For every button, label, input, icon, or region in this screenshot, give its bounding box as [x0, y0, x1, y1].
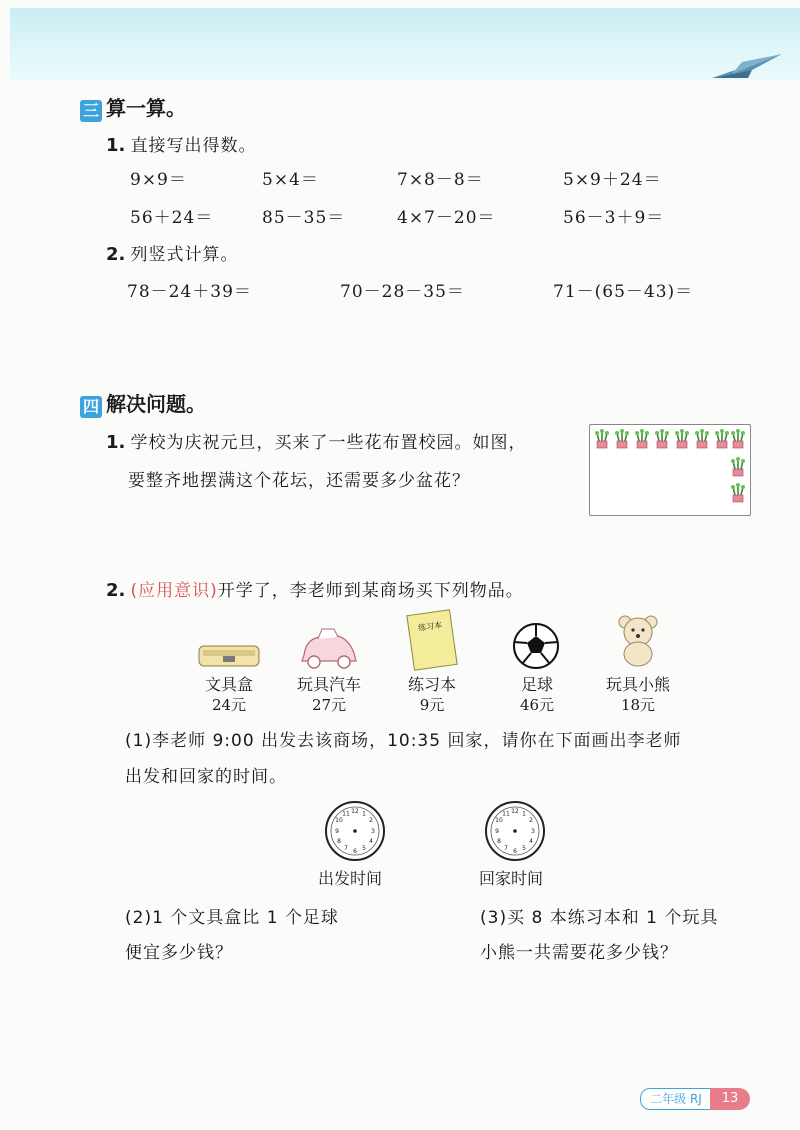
toy-car-icon	[298, 625, 360, 671]
question-text: 学校为庆祝元旦，买来了一些花布置校园。如图，	[130, 433, 527, 453]
section-4-heading	[80, 388, 206, 418]
departure-clock-face[interactable]	[324, 800, 386, 862]
pencil-case-icon	[197, 640, 261, 670]
paper-plane-icon	[712, 48, 782, 80]
expr-r1-c2: 5×4＝	[262, 170, 319, 190]
section-3-heading	[80, 92, 186, 122]
section-4-badge: 四	[80, 396, 102, 418]
item-name-soccer-ball: 足球	[520, 675, 553, 694]
potted-flowers-icon	[590, 425, 750, 515]
item-name-toy-car: 玩具汽车	[296, 675, 361, 694]
svg-text:6: 6	[513, 848, 517, 855]
flower-bed-figure	[589, 424, 751, 516]
question-3-2	[106, 240, 238, 265]
grade-label: 二年级 RJ	[640, 1088, 712, 1110]
vertical-calc-1: 78－24＋39＝	[127, 282, 252, 302]
svg-text:4: 4	[529, 838, 533, 845]
question-4-2	[106, 576, 524, 601]
section-4-title: 解决问题。	[106, 392, 206, 416]
soccer-ball-icon	[512, 622, 560, 670]
question-3-1	[106, 131, 256, 156]
question-text: 直接写出得数。	[130, 136, 257, 156]
expr-r2-c2: 85－35＝	[262, 208, 346, 228]
skill-tag: (应用意识)	[130, 581, 218, 601]
departure-time-label: 出发时间	[318, 869, 383, 888]
sub-question-3-line2: 小熊一共需要花多少钱？	[480, 943, 678, 963]
section-3-badge: 三	[80, 100, 102, 122]
svg-text:7: 7	[344, 845, 348, 852]
expr-r2-c4: 56－3＋9＝	[563, 208, 665, 228]
page-number: 13	[710, 1088, 750, 1110]
sub-question-3-line1: (3)买 8 本练习本和 1 个玩具	[480, 908, 719, 928]
toy-bear-icon	[615, 614, 661, 668]
item-price-toy-car: 27元	[311, 696, 347, 714]
svg-text:4: 4	[369, 838, 373, 845]
question-number: 1.	[106, 432, 126, 453]
sub-question-1-line1: (1)李老师 9:00 出发去该商场，10:35 回家，请你在下面画出李老师	[125, 731, 682, 751]
svg-text:9: 9	[335, 828, 339, 835]
question-4-1-line1	[106, 428, 526, 453]
expr-r1-c4: 5×9＋24＝	[563, 170, 662, 190]
svg-text:3: 3	[531, 828, 535, 835]
question-4-1-line2: 要整齐地摆满这个花坛，还需要多少盆花？	[128, 471, 470, 491]
item-price-notebook: 9元	[419, 696, 445, 714]
return-time-label: 回家时间	[479, 869, 544, 888]
svg-text:9: 9	[495, 828, 499, 835]
item-price-pencil-case: 24元	[211, 696, 247, 714]
svg-text:7: 7	[504, 845, 508, 852]
svg-text:11: 11	[342, 810, 350, 818]
section-3-title: 算一算。	[106, 96, 186, 120]
item-name-toy-bear: 玩具小熊	[605, 675, 670, 694]
svg-text:5: 5	[522, 845, 526, 852]
vertical-calc-3: 71－(65－43)＝	[553, 282, 694, 302]
sub-question-1-line2: 出发和回家的时间。	[125, 767, 287, 787]
question-text: 列竖式计算。	[130, 245, 239, 265]
item-name-pencil-case: 文具盒	[204, 675, 253, 694]
notebook-icon	[406, 609, 457, 671]
svg-text:12: 12	[511, 808, 519, 815]
question-number: 2.	[106, 244, 126, 265]
vertical-calc-2: 70－28－35＝	[340, 282, 465, 302]
svg-text:12: 12	[351, 808, 359, 815]
sub-question-2-line2: 便宜多少钱？	[125, 943, 233, 963]
svg-text:1: 1	[362, 810, 366, 818]
expr-r2-c3: 4×7－20＝	[397, 208, 496, 228]
question-text: 开学了，李老师到某商场买下列物品。	[217, 581, 524, 601]
svg-text:8: 8	[497, 838, 501, 845]
svg-text:10: 10	[335, 817, 343, 824]
svg-text:2: 2	[529, 817, 533, 824]
svg-text:11: 11	[502, 810, 510, 818]
notebook-cover-text: 练习本	[417, 620, 443, 633]
item-price-toy-bear: 18元	[620, 696, 656, 714]
question-number: 1.	[106, 135, 126, 156]
header-banner	[10, 8, 800, 80]
svg-text:2: 2	[369, 817, 373, 824]
svg-text:1: 1	[522, 810, 526, 818]
svg-text:8: 8	[337, 838, 341, 845]
svg-text:5: 5	[362, 845, 366, 852]
item-price-soccer-ball: 46元	[519, 696, 555, 714]
page-footer	[640, 1088, 748, 1108]
expr-r2-c1: 56＋24＝	[130, 208, 214, 228]
item-name-notebook: 练习本	[407, 675, 456, 694]
svg-text:3: 3	[371, 828, 375, 835]
question-number: 2.	[106, 580, 126, 601]
return-clock-face[interactable]	[484, 800, 546, 862]
expr-r1-c1: 9×9＝	[130, 170, 187, 190]
expr-r1-c3: 7×8－8＝	[397, 170, 484, 190]
svg-text:6: 6	[353, 848, 357, 855]
sub-question-2-line1: (2)1 个文具盒比 1 个足球	[125, 908, 339, 928]
svg-text:10: 10	[495, 817, 503, 824]
